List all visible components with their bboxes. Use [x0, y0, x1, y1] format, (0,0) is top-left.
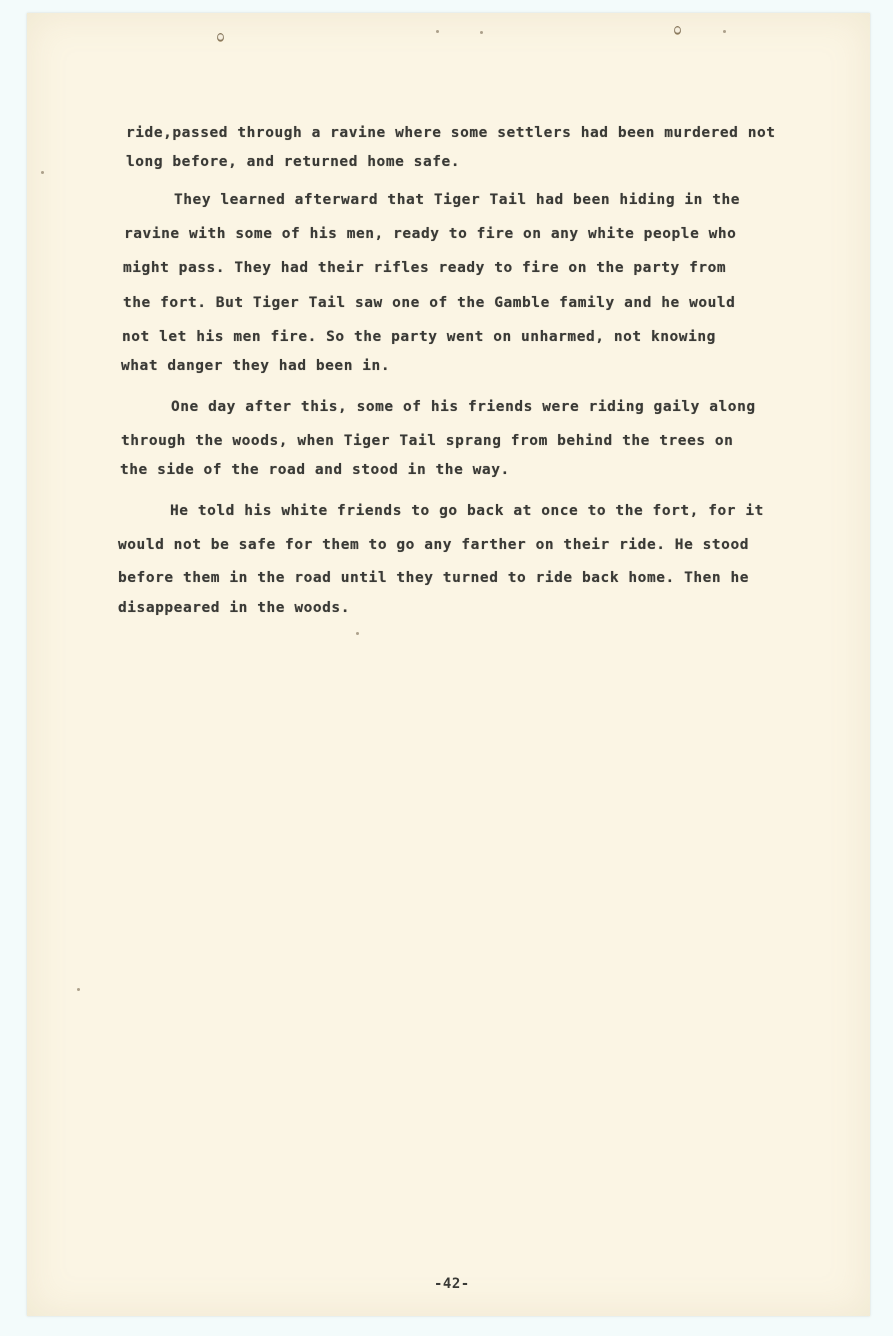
text-line: the side of the road and stood in the way.	[120, 462, 510, 478]
paper-speck	[480, 31, 483, 34]
text-line: not let his men fire. So the party went on unharmed, not knowing	[122, 329, 716, 345]
text-line: One day after this, some of his friends were riding gaily along	[171, 399, 756, 415]
text-line: might pass. They had their rifles ready to fire on the party from	[123, 260, 727, 276]
text-line: before them in the road until they turned to ride back home. Then he	[118, 570, 750, 586]
text-line: would not be safe for them to go any farther on their ride. He stood	[118, 537, 750, 553]
text-line: He told his white friends to go back at once to the fort, for it	[170, 503, 764, 519]
paper-speck	[723, 30, 726, 33]
paper-speck	[41, 171, 44, 174]
paper-speck	[77, 988, 80, 991]
typewritten-page	[27, 13, 870, 1316]
paper-speck	[356, 632, 359, 635]
text-line: ravine with some of his men, ready to fire on any white people who	[124, 226, 737, 242]
text-line: They learned afterward that Tiger Tail had been hiding in the	[174, 192, 741, 208]
text-line: ride,passed through a ravine where some settlers had been murdered not	[126, 125, 776, 141]
text-line: through the woods, when Tiger Tail sprang from behind the trees on	[121, 433, 734, 449]
punch-hole	[217, 33, 224, 42]
text-line: long before, and returned home safe.	[126, 154, 461, 170]
paper-speck	[436, 30, 439, 33]
text-line: disappeared in the woods.	[118, 600, 350, 616]
punch-hole	[674, 26, 681, 35]
page-number: -42-	[434, 1276, 470, 1292]
text-line: the fort. But Tiger Tail saw one of the Gamble family and he would	[123, 295, 736, 311]
text-line: what danger they had been in.	[121, 358, 391, 374]
